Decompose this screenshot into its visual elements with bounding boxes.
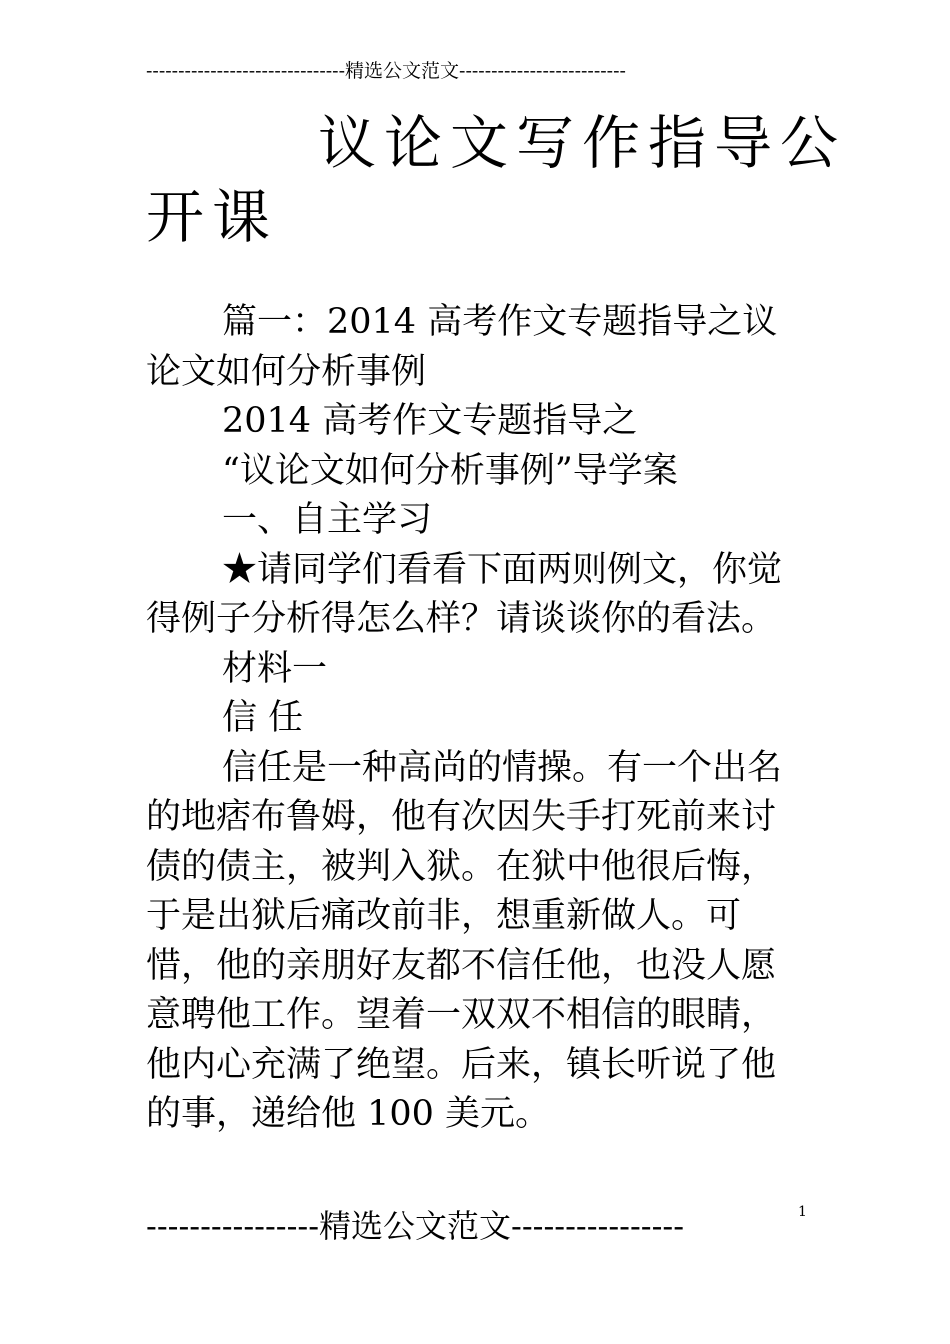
paragraph-essay-title: 信 任 [222,698,304,738]
paragraph-essay-body: 信任是一种高尚的情操。有一个出名的地痞布鲁姆，他有次因失手打死前来讨债的债主，被判入狱。在狱中他很后悔，于是出狱后痛改前非，想重新做人。可惜，他的亲朋好友都不信任他，也没人愿意聘他工作。望着一双双不相信的眼睛，他内心充满了绝望。后来，镇长听说了他的事，递给他 100 美元。 [146,747,783,1134]
title-line-2: 开课 [146,183,279,251]
footer-rule: ----------------精选公文范文---------------- [146,1207,685,1245]
paragraph-guide-subtitle: “议论文如何分析事例”导学案 [222,450,678,491]
document-body [146,298,808,1140]
page-number: 1 [798,1204,807,1220]
paragraph-section-heading: 篇一：2014 高考作文专题指导之议论文如何分析事例 [146,302,778,392]
header-rule: -------------------------------精选公文范文-------------------------- [146,60,626,82]
paragraph-self-study-heading: 一、自主学习 [222,500,433,540]
paragraph-instruction: ★请同学们看看下面两则例文，你觉得例子分析得怎么样？请谈谈你的看法。 [146,549,783,639]
title-line-1: 议论文写作指导公 [318,109,847,177]
paragraph-guide-title: 2014 高考作文专题指导之 [222,401,638,441]
paragraph-material-label: 材料一 [222,648,328,689]
document-title [146,108,847,252]
